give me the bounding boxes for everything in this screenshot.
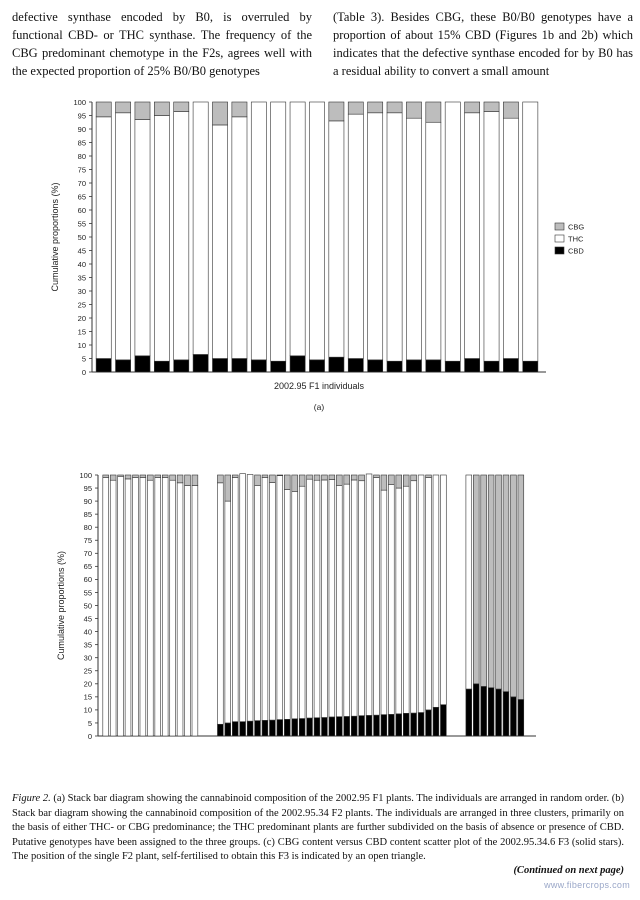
y-tick-label: 50 xyxy=(83,601,92,611)
bar-cbg xyxy=(374,475,380,478)
y-tick-label: 60 xyxy=(83,575,92,585)
body-text-left: defective synthase encoded by B0, is overruled by functional CBD- or THC synthase. The frequency of the CBG predominant chemotype in the F2s, agrees well with the expected proportion of 25% B0/B0 genotypes xyxy=(12,10,312,78)
bar-cbd xyxy=(269,720,275,736)
y-tick-label: 65 xyxy=(77,192,86,202)
body-text-right: (Table 3). Besides CBG, these B0/B0 genotypes have a proportion of about 15% CBD (Figures 1b and 2b) which indicates that the defective synthase encoded for by B0 has a residual ability to convert a small amount xyxy=(333,10,633,78)
y-tick-label: 85 xyxy=(77,138,86,148)
bar-cbd xyxy=(523,361,538,372)
y-axis-label: Cumulative proportions (%) xyxy=(56,550,66,661)
bar-thc xyxy=(116,113,131,360)
bar-cbg xyxy=(232,102,247,117)
bar-thc xyxy=(174,111,189,359)
bar-cbd xyxy=(503,692,509,736)
bar-cbg xyxy=(329,102,344,121)
bar-thc xyxy=(309,102,324,360)
y-tick-label: 85 xyxy=(83,509,92,519)
bar-cbd xyxy=(309,360,324,372)
x-axis-label: 2002.95 F1 individuals xyxy=(273,381,365,391)
y-tick-label: 100 xyxy=(73,97,86,107)
bar-cbg xyxy=(411,475,417,481)
y-tick-label: 90 xyxy=(77,124,86,134)
bar-thc xyxy=(154,116,169,362)
bar-cbg xyxy=(503,102,518,118)
bar-cbg xyxy=(185,475,191,485)
y-tick-label: 35 xyxy=(77,273,86,283)
bar-cbg xyxy=(103,475,109,478)
figure-caption xyxy=(12,792,624,865)
bar-cbd xyxy=(329,717,335,736)
bar-thc xyxy=(262,478,268,721)
y-tick-label: 45 xyxy=(83,614,92,624)
bar-cbg xyxy=(162,475,168,478)
bar-cbg xyxy=(125,475,131,479)
bar-thc xyxy=(110,480,116,736)
bar-thc xyxy=(440,475,446,705)
bar-cbd xyxy=(403,713,409,736)
bar-cbd xyxy=(292,719,298,736)
bar-cbd xyxy=(359,716,365,736)
y-tick-label: 45 xyxy=(77,246,86,256)
chart-a xyxy=(0,92,640,422)
bar-cbd xyxy=(336,717,342,736)
y-tick-label: 15 xyxy=(83,692,92,702)
bar-cbd xyxy=(396,714,402,736)
bar-cbd xyxy=(368,360,383,372)
bar-thc xyxy=(155,478,161,736)
bar-cbg xyxy=(217,475,223,483)
bar-thc xyxy=(193,102,208,354)
bar-thc xyxy=(118,476,124,736)
bar-thc xyxy=(445,102,460,361)
bar-cbd xyxy=(511,697,517,736)
y-tick-label: 100 xyxy=(79,470,92,480)
continued-note: (Continued on next page) xyxy=(513,865,624,876)
bar-cbg xyxy=(192,475,198,485)
y-tick-label: 70 xyxy=(77,178,86,188)
bar-thc xyxy=(284,490,290,720)
caption-text-b: (b) Stack bar diagram showing the cannabinoid composition of the 2002.95.34 F2 plants. The individuals are arranged in three clusters, primarily on the basis of either THC- or CBG predominance; the THC predominant plants are further subdivided on the basis of absence or presence of CBD. Putative genotypes have been assigned to the three groups. xyxy=(12,793,624,848)
y-tick-label: 55 xyxy=(77,219,86,229)
bar-thc xyxy=(426,478,432,710)
bar-cbg xyxy=(225,475,231,501)
bar-cbd xyxy=(299,719,305,736)
bar-thc xyxy=(225,501,231,723)
bar-thc xyxy=(329,479,335,717)
legend-label: CBG xyxy=(568,222,585,232)
bar-cbd xyxy=(366,715,372,736)
bar-thc xyxy=(251,102,266,360)
bar-thc xyxy=(232,117,247,359)
bar-thc xyxy=(351,480,357,716)
bar-cbg xyxy=(465,102,480,113)
bar-thc xyxy=(292,492,298,719)
bar-cbg xyxy=(307,475,313,479)
bar-cbd xyxy=(240,722,246,736)
bar-cbg xyxy=(147,475,153,480)
bar-cbg xyxy=(140,475,146,478)
y-tick-label: 5 xyxy=(87,718,92,728)
bar-cbg xyxy=(155,475,161,478)
y-tick-label: 40 xyxy=(83,627,92,637)
bar-thc xyxy=(381,490,387,714)
bar-cbg xyxy=(118,475,124,476)
bar-cbg xyxy=(387,102,402,113)
bar-cbd xyxy=(314,718,320,736)
bar-cbd xyxy=(262,720,268,736)
bar-cbg xyxy=(277,475,283,476)
bar-cbd xyxy=(232,722,238,736)
bar-cbd xyxy=(388,714,394,736)
caption-label: Figure 2. xyxy=(12,793,51,804)
bar-thc xyxy=(388,485,394,715)
bar-cbg xyxy=(488,475,494,688)
bar-cbd xyxy=(440,705,446,736)
bar-thc xyxy=(374,478,380,716)
bar-cbg xyxy=(359,475,365,481)
y-tick-label: 40 xyxy=(77,259,86,269)
y-tick-label: 80 xyxy=(83,523,92,532)
bar-cbg xyxy=(232,475,238,478)
bar-cbd xyxy=(481,686,487,736)
legend-label: CBD xyxy=(568,246,584,256)
bar-cbg xyxy=(174,102,189,111)
bar-cbg xyxy=(116,102,131,113)
legend-swatch-thc xyxy=(555,235,564,242)
bar-thc xyxy=(503,118,518,358)
y-tick-label: 70 xyxy=(83,549,92,559)
bar-thc xyxy=(411,481,417,713)
bar-thc xyxy=(484,111,499,361)
y-tick-label: 30 xyxy=(83,653,92,663)
text-column-left xyxy=(12,8,312,80)
bar-cbd xyxy=(307,718,313,736)
bar-cbd xyxy=(411,713,417,736)
bar-thc xyxy=(277,476,283,720)
bar-thc xyxy=(185,485,191,736)
bar-cbd xyxy=(247,721,253,736)
bar-cbd xyxy=(406,360,421,372)
bar-cbd xyxy=(329,357,344,372)
legend-swatch-cbd xyxy=(555,247,564,254)
bar-cbd xyxy=(503,359,518,373)
legend-label: THC xyxy=(568,234,584,244)
bar-cbg xyxy=(154,102,169,116)
bar-cbd xyxy=(232,359,247,373)
y-tick-label: 55 xyxy=(83,588,92,598)
bar-cbg xyxy=(368,102,383,113)
bar-cbg xyxy=(396,475,402,488)
bar-thc xyxy=(133,478,139,736)
bar-cbd xyxy=(344,716,350,736)
bar-cbd xyxy=(348,359,363,373)
bar-cbg xyxy=(96,102,111,117)
y-tick-label: 10 xyxy=(77,340,86,350)
y-tick-label: 20 xyxy=(83,679,92,689)
bar-cbd xyxy=(387,361,402,372)
bar-thc xyxy=(135,120,150,356)
bar-cbd xyxy=(255,721,261,736)
bar-thc xyxy=(396,488,402,714)
bar-cbd xyxy=(96,359,111,373)
bar-thc xyxy=(426,122,441,360)
caption-text-c: (c) CBG content versus CBD content scatter plot of the 2002.95.34.6 F3 (solid stars). The position of the single F2 plant, self-fertilised to obtain this F3 is indicated by an open triangle. xyxy=(12,836,625,862)
bar-cbd xyxy=(488,688,494,736)
bar-cbg xyxy=(426,102,441,122)
bar-cbg xyxy=(269,475,275,483)
y-tick-label: 95 xyxy=(83,483,92,493)
y-tick-label: 50 xyxy=(77,232,86,242)
bar-cbd xyxy=(290,356,305,372)
bar-thc xyxy=(170,480,176,736)
bar-cbd xyxy=(116,360,131,372)
bar-thc xyxy=(125,479,131,736)
bar-thc xyxy=(418,475,424,713)
bar-cbd xyxy=(496,689,502,736)
y-tick-label: 35 xyxy=(83,640,92,650)
bar-thc xyxy=(329,121,344,357)
y-tick-label: 30 xyxy=(77,286,86,296)
bar-cbd xyxy=(518,699,524,736)
bar-cbg xyxy=(262,475,268,478)
y-tick-label: 95 xyxy=(77,111,86,121)
bar-thc xyxy=(147,480,153,736)
bar-thc xyxy=(307,479,313,718)
bar-cbg xyxy=(403,475,409,486)
bar-thc xyxy=(269,483,275,721)
bar-cbd xyxy=(193,354,208,372)
bar-cbg xyxy=(292,475,298,492)
bar-cbg xyxy=(481,475,487,686)
y-tick-label: 80 xyxy=(77,151,86,161)
bar-cbd xyxy=(212,359,227,373)
text-column-right xyxy=(333,8,633,80)
bar-cbg xyxy=(177,475,183,483)
bar-thc xyxy=(177,483,183,736)
bar-cbg xyxy=(348,102,363,114)
bar-thc xyxy=(217,483,223,724)
bar-cbg xyxy=(110,475,116,480)
legend-swatch-cbg xyxy=(555,223,564,230)
bar-cbg xyxy=(133,475,139,478)
bar-cbd xyxy=(484,361,499,372)
bar-cbg xyxy=(135,102,150,120)
y-tick-label: 5 xyxy=(81,354,86,364)
caption-text-a: (a) Stack bar diagram showing the cannabinoid composition of the 2002.95 F1 plants. The individuals are arranged in random order. xyxy=(53,793,610,804)
bar-cbg xyxy=(170,475,176,480)
bar-thc xyxy=(433,475,439,707)
panel-label: (a) xyxy=(313,402,325,412)
bar-thc xyxy=(466,475,472,689)
bar-thc xyxy=(406,118,421,360)
bar-thc xyxy=(192,485,198,736)
bar-cbg xyxy=(336,475,342,486)
bar-cbg xyxy=(255,475,261,486)
bar-cbg xyxy=(284,475,290,490)
bar-thc xyxy=(368,113,383,360)
bar-cbd xyxy=(351,716,357,736)
bar-cbd xyxy=(225,723,231,736)
bar-cbd xyxy=(418,713,424,736)
bar-thc xyxy=(523,102,538,361)
bar-cbd xyxy=(277,720,283,736)
bar-cbg xyxy=(329,475,335,479)
y-tick-label: 0 xyxy=(87,731,92,741)
bar-cbg xyxy=(484,102,499,111)
bar-thc xyxy=(465,113,480,359)
bar-thc xyxy=(212,125,227,359)
bar-cbd xyxy=(217,724,223,736)
bar-cbd xyxy=(174,360,189,372)
bar-cbg xyxy=(388,475,394,485)
y-tick-label: 25 xyxy=(77,300,86,310)
bar-cbd xyxy=(374,715,380,736)
bar-cbg xyxy=(381,475,387,490)
bar-cbg xyxy=(496,475,502,689)
bar-cbg xyxy=(426,475,432,478)
bar-cbd xyxy=(251,360,266,372)
bar-cbd xyxy=(381,715,387,736)
bar-thc xyxy=(103,478,109,736)
bar-thc xyxy=(299,486,305,718)
bar-thc xyxy=(387,113,402,361)
bar-thc xyxy=(271,102,286,361)
bar-cbd xyxy=(465,359,480,373)
bar-thc xyxy=(247,474,253,721)
bar-cbd xyxy=(322,717,328,736)
bar-cbg xyxy=(299,475,305,486)
bar-thc xyxy=(344,484,350,716)
bar-cbg xyxy=(473,475,479,684)
bar-thc xyxy=(162,478,168,736)
bar-cbg xyxy=(322,475,328,480)
bar-cbd xyxy=(433,707,439,736)
y-tick-label: 60 xyxy=(77,205,86,215)
bar-cbg xyxy=(511,475,517,697)
y-axis-label: Cumulative proportions (%) xyxy=(50,182,60,292)
y-tick-label: 25 xyxy=(83,666,92,676)
bar-cbd xyxy=(271,361,286,372)
watermark: www.fibercrops.com xyxy=(544,880,630,890)
y-tick-label: 90 xyxy=(83,496,92,506)
bar-thc xyxy=(232,478,238,722)
bar-cbd xyxy=(445,361,460,372)
bar-thc xyxy=(255,486,261,721)
bar-thc xyxy=(336,486,342,717)
y-tick-label: 10 xyxy=(83,705,92,715)
bar-cbd xyxy=(426,710,432,736)
bar-cbg xyxy=(351,475,357,480)
bar-cbg xyxy=(344,475,350,484)
bar-cbd xyxy=(473,684,479,736)
bar-cbd xyxy=(426,360,441,372)
bar-cbg xyxy=(503,475,509,692)
bar-cbg xyxy=(212,102,227,125)
chart-b xyxy=(0,425,640,785)
bar-thc xyxy=(140,478,146,736)
bar-thc xyxy=(322,480,328,718)
y-tick-label: 65 xyxy=(83,562,92,572)
bar-cbd xyxy=(154,361,169,372)
y-tick-label: 15 xyxy=(77,327,86,337)
bar-cbd xyxy=(466,689,472,736)
bar-cbg xyxy=(518,475,524,699)
y-tick-label: 75 xyxy=(77,165,86,175)
bar-thc xyxy=(348,114,363,358)
y-tick-label: 0 xyxy=(81,367,86,377)
bar-thc xyxy=(314,480,320,718)
bar-cbg xyxy=(406,102,421,118)
bar-thc xyxy=(359,481,365,716)
bar-thc xyxy=(366,474,372,715)
bar-cbg xyxy=(314,475,320,480)
bar-thc xyxy=(290,102,305,356)
y-tick-label: 75 xyxy=(83,536,92,546)
bar-thc xyxy=(96,117,111,359)
bar-thc xyxy=(240,474,246,722)
bar-cbd xyxy=(284,719,290,736)
bar-cbd xyxy=(135,356,150,372)
bar-thc xyxy=(403,486,409,713)
y-tick-label: 20 xyxy=(77,313,86,323)
